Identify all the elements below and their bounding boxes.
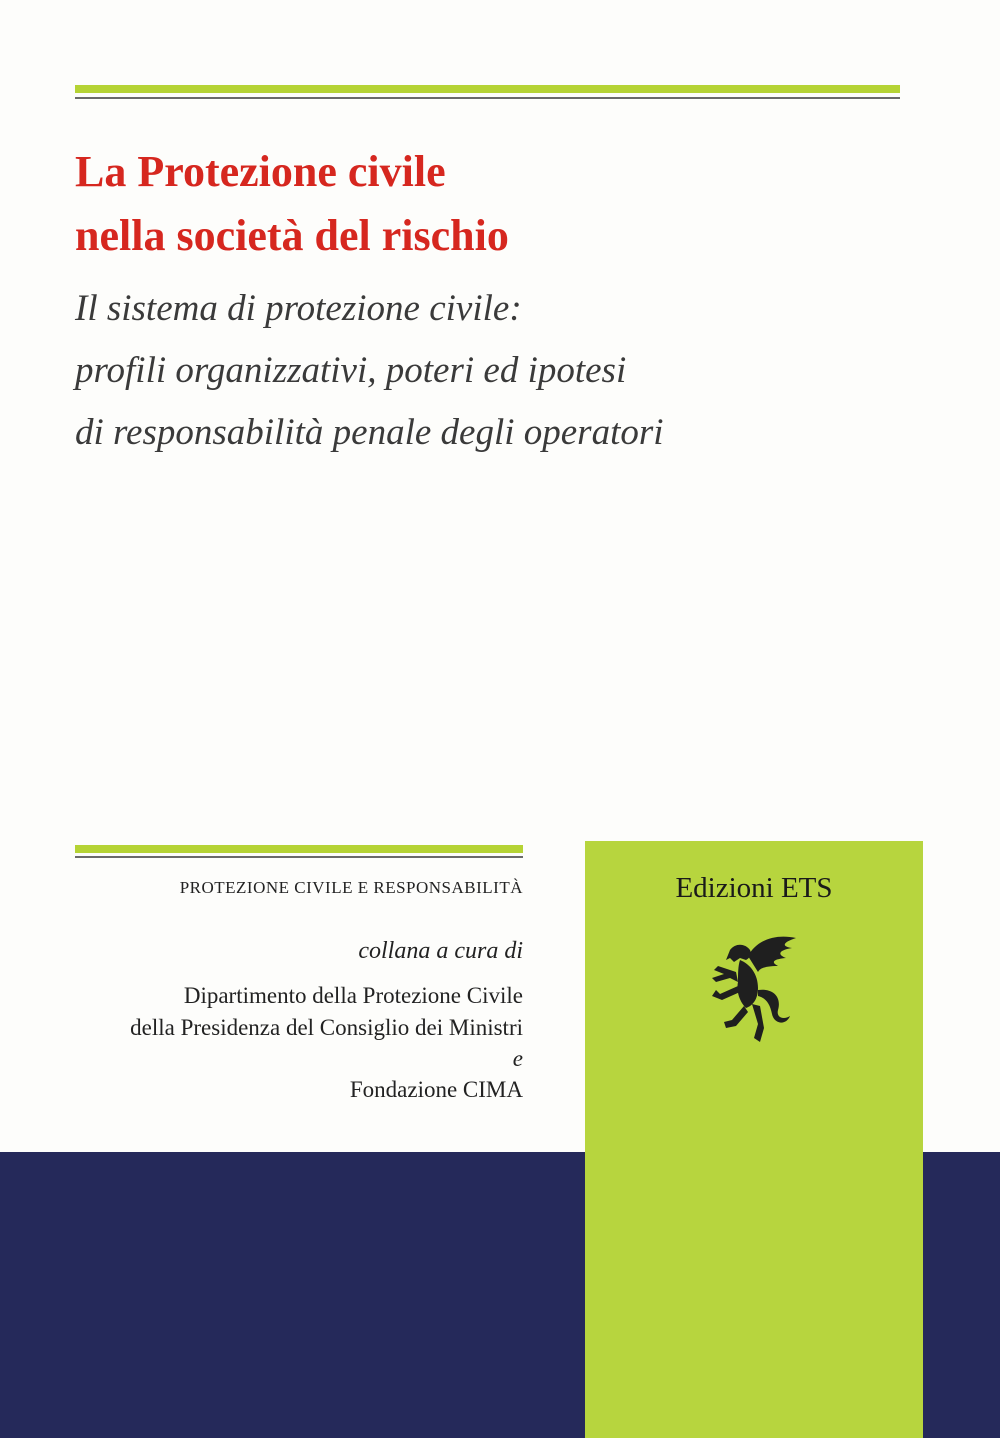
series-editors	[75, 980, 523, 1106]
editor-conjunction: e	[512, 1046, 523, 1071]
series-thin-rule	[75, 856, 523, 858]
book-subtitle	[75, 278, 875, 464]
publisher-name: Edizioni ETS	[675, 872, 833, 904]
title-line-2: nella società del rischio	[75, 211, 509, 260]
griffin-logo-icon	[700, 928, 810, 1048]
top-thin-rule	[75, 97, 900, 99]
editor-1-line-1: Dipartimento della Protezione Civile	[183, 983, 523, 1008]
subtitle-line-2: profili organizzativi, poteri ed ipotesi	[75, 350, 627, 391]
series-name: PROTEZIONE CIVILE E RESPONSABILITÀ	[179, 878, 523, 897]
title-line-1: La Protezione civile	[75, 147, 446, 196]
top-green-rule	[75, 85, 900, 93]
editor-1-line-2: della Presidenza del Consiglio dei Ministri	[130, 1015, 523, 1040]
series-green-rule	[75, 845, 523, 853]
subtitle-line-1: Il sistema di protezione civile:	[75, 288, 522, 329]
book-title	[75, 140, 875, 268]
curated-by-label: collana a cura di	[358, 938, 523, 964]
editor-2: Fondazione CIMA	[349, 1077, 523, 1102]
subtitle-line-3: di responsabilità penale degli operatori	[75, 412, 664, 453]
